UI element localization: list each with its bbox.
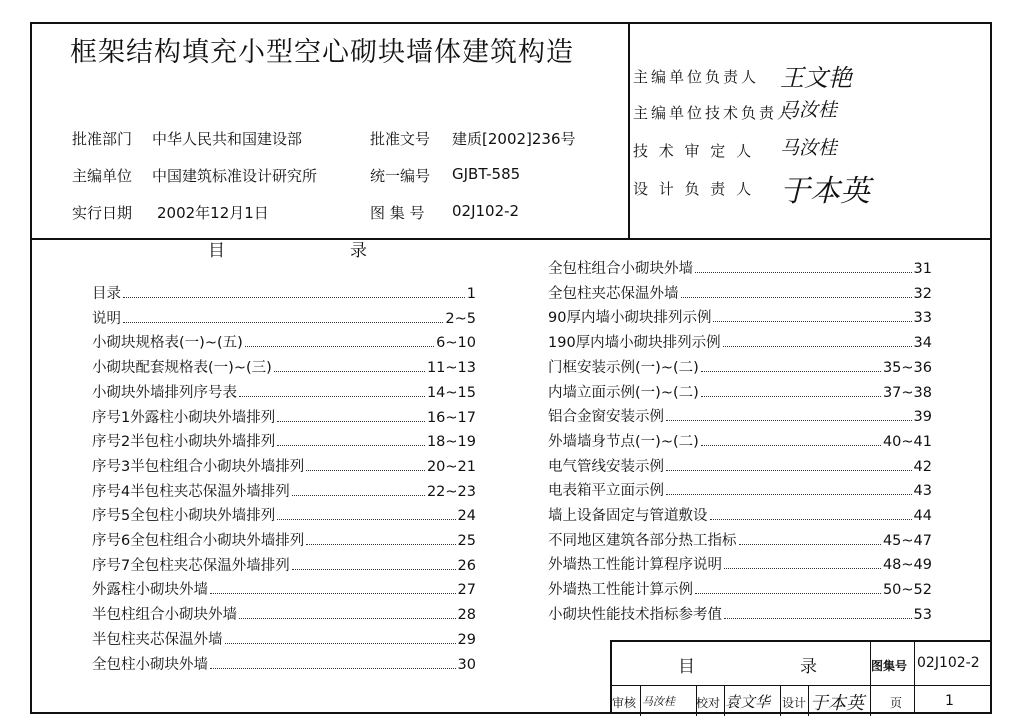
- toc-entry-page: 27: [457, 582, 476, 599]
- toc-leader-dots: [210, 593, 456, 594]
- approval-dept: 中华人民共和国建设部: [152, 130, 303, 148]
- design-label: 设计: [782, 696, 807, 710]
- effective-date-label: 实行日期: [72, 204, 133, 222]
- toc-leader-dots: [277, 519, 455, 520]
- toc-leader-dots: [225, 643, 456, 644]
- toc-entry-page: 53: [913, 606, 932, 623]
- toc-entry-left: [92, 357, 476, 379]
- title-block-atlas-label: 图集号: [871, 659, 908, 673]
- toc-heading-right: 录: [350, 241, 367, 261]
- toc-entry-right: [548, 431, 932, 453]
- designer-signature: 于本英: [810, 693, 864, 714]
- toc-leader-dots: [701, 445, 881, 446]
- toc-entry-label: 190厚内墙小砌块排列示例: [548, 335, 721, 352]
- toc-entry-label: 全包柱夹芯保温外墙: [548, 285, 679, 302]
- toc-entry-left: [92, 407, 476, 429]
- toc-entry-label: 电表箱平立面示例: [548, 483, 664, 500]
- toc-entry-page: 20~21: [426, 458, 476, 475]
- toc-leader-dots: [724, 618, 912, 619]
- toc-entry-page: 37~38: [882, 384, 932, 401]
- toc-entry-label: 外墙热工性能计算示例: [548, 582, 693, 599]
- toc-entry-label: 半包柱组合小砌块外墙: [92, 607, 237, 624]
- review-label: 审核: [612, 696, 637, 710]
- approval-no: 建质[2002]236号: [452, 130, 576, 148]
- toc-entry-page: 18~19: [426, 434, 476, 451]
- toc-heading-left: 目: [208, 241, 225, 261]
- toc-entry-right: [548, 505, 932, 527]
- signature-designer: 于本英: [780, 174, 870, 209]
- toc-entry-left: [92, 604, 476, 626]
- toc-entry-label: 序号5全包柱小砌块外墙排列: [92, 508, 276, 525]
- toc-entry-page: 2~5: [445, 310, 476, 327]
- toc-leader-dots: [666, 470, 912, 471]
- toc-leader-dots: [701, 371, 881, 372]
- toc-entry-label: 90厚内墙小砌块排列示例: [548, 310, 712, 327]
- header-divider: [32, 238, 990, 240]
- approval-dept-label: 批准部门: [72, 130, 133, 148]
- title-block-name-right: 录: [800, 657, 817, 677]
- toc-entry-left: [92, 481, 476, 503]
- effective-date: 2002年12月1日: [157, 204, 269, 222]
- signature-role-chief-unit: 主编单位负责人: [633, 68, 760, 86]
- toc-entry-label: 小砌块外墙排列序号表: [92, 384, 237, 401]
- toc-entry-page: 31: [913, 261, 932, 277]
- toc-entry-label: 序号1外露柱小砌块外墙排列: [92, 409, 276, 426]
- signature-role-reviewer: 技 术 审 定 人: [633, 142, 755, 160]
- toc-leader-dots: [277, 445, 425, 446]
- check-label: 校对: [696, 696, 721, 710]
- chief-unit-label: 主编单位: [72, 167, 133, 185]
- toc-leader-dots: [239, 618, 456, 619]
- toc-entry-right: [548, 406, 932, 428]
- title-block-atlas-no: 02J102-2: [917, 655, 980, 671]
- toc-entry-left: [92, 555, 476, 577]
- toc-entry-label: 小砌块性能技术指标参考值: [548, 606, 722, 623]
- toc-entry-page: 29: [457, 631, 476, 648]
- toc-entry-page: 26: [457, 557, 476, 574]
- toc-entry-left: [92, 579, 476, 601]
- toc-entry-page: 1: [466, 286, 476, 302]
- toc-leader-dots: [210, 668, 456, 669]
- toc-entry-right: [548, 283, 932, 305]
- signature-chief-unit: 王文艳: [780, 64, 852, 92]
- toc-entry-label: 序号7全包柱夹芯保温外墙排列: [92, 557, 290, 574]
- toc-leader-dots: [306, 470, 425, 471]
- toc-leader-dots: [239, 396, 425, 397]
- toc-entry-label: 墙上设备固定与管道敷设: [548, 508, 708, 524]
- toc-entry-page: 32: [913, 285, 932, 302]
- toc-leader-dots: [710, 519, 912, 520]
- toc-entry-right: [548, 480, 932, 502]
- unified-no: GJBT-585: [452, 165, 521, 183]
- signature-role-tech-lead: 主编单位技术负责人: [633, 104, 796, 122]
- toc-entry-page: 6~10: [436, 335, 476, 352]
- toc-entry-page: 24: [457, 508, 476, 525]
- toc-entry-label: 半包柱夹芯保温外墙: [92, 631, 223, 648]
- toc-entry-right: [548, 382, 932, 404]
- page-label: 页: [890, 696, 903, 710]
- toc-entry-label: 不同地区建筑各部分热工指标: [548, 532, 737, 549]
- toc-leader-dots: [123, 322, 443, 323]
- signature-reviewer: 马汝桂: [780, 137, 838, 159]
- toc-entry-left: [92, 431, 476, 453]
- toc-leader-dots: [701, 396, 881, 397]
- toc-entry-label: 电气管线安装示例: [548, 458, 664, 475]
- toc-entry-right: [548, 357, 932, 379]
- toc-entry-right: [548, 258, 932, 280]
- toc-entry-page: 42: [913, 458, 932, 475]
- checker-signature: 袁文华: [725, 693, 771, 711]
- toc-entry-right: [548, 307, 932, 329]
- toc-entry-label: 铝合金窗安装示例: [548, 409, 664, 426]
- toc-entry-page: 34: [913, 335, 932, 352]
- toc-entry-left: [92, 530, 476, 552]
- toc-entry-left: [92, 332, 476, 354]
- toc-entry-page: 33: [913, 310, 932, 327]
- toc-leader-dots: [245, 346, 434, 347]
- toc-entry-label: 序号6全包柱组合小砌块外墙排列: [92, 533, 305, 549]
- toc-entry-page: 44: [913, 508, 932, 524]
- title-block-name-left: 目: [678, 657, 695, 677]
- toc-entry-label: 说明: [92, 310, 121, 327]
- toc-entry-label: 门框安装示例(一)~(二): [548, 359, 699, 376]
- toc-entry-page: 25: [457, 533, 476, 549]
- toc-entry-page: 48~49: [882, 557, 932, 574]
- toc-entry-right: [548, 579, 932, 601]
- approval-no-label: 批准文号: [370, 130, 431, 148]
- toc-entry-page: 14~15: [426, 384, 476, 401]
- toc-leader-dots: [274, 371, 425, 372]
- signature-tech-lead: 马汝桂: [780, 99, 838, 121]
- toc-entry-label: 外墙墙身节点(一)~(二): [548, 433, 699, 450]
- toc-entry-page: 39: [913, 409, 932, 426]
- toc-entry-page: 11~13: [426, 360, 476, 377]
- toc-entry-right: [548, 456, 932, 478]
- toc-leader-dots: [666, 494, 912, 495]
- toc-entry-right: [548, 530, 932, 552]
- toc-entry-left: [92, 505, 476, 527]
- toc-entry-page: 40~41: [882, 433, 932, 450]
- toc-leader-dots: [277, 421, 425, 422]
- toc-entry-label: 序号2半包柱小砌块外墙排列: [92, 434, 276, 451]
- toc-entry-label: 内墙立面示例(一)~(二): [548, 384, 699, 401]
- toc-entry-label: 目录: [92, 286, 121, 302]
- chief-unit: 中国建筑标准设计研究所: [152, 167, 318, 185]
- unified-no-label: 统一编号: [370, 167, 431, 185]
- toc-entry-label: 序号3半包柱组合小砌块外墙排列: [92, 458, 305, 475]
- toc-leader-dots: [713, 321, 911, 322]
- toc-entry-right: [548, 332, 932, 354]
- signature-role-designer: 设 计 负 责 人: [633, 180, 755, 198]
- toc-entry-page: 43: [913, 483, 932, 500]
- toc-leader-dots: [292, 495, 425, 496]
- toc-entry-left: [92, 456, 476, 478]
- toc-leader-dots: [724, 568, 881, 569]
- toc-entry-left: [92, 629, 476, 651]
- toc-leader-dots: [123, 297, 465, 298]
- toc-leader-dots: [739, 544, 881, 545]
- toc-entry-page: 28: [457, 607, 476, 624]
- toc-leader-dots: [695, 593, 881, 594]
- reviewer-signature: 马汝桂: [642, 695, 675, 708]
- toc-entry-label: 外墙热工性能计算程序说明: [548, 557, 722, 574]
- toc-entry-label: 小砌块规格表(一)~(五): [92, 335, 243, 352]
- toc-entry-page: 22~23: [426, 483, 476, 500]
- signature-divider: [628, 24, 630, 238]
- toc-leader-dots: [306, 544, 455, 545]
- toc-entry-page: 45~47: [882, 532, 932, 549]
- toc-entry-right: [548, 554, 932, 576]
- document-title: 框架结构填充小型空心砌块墙体建筑构造: [70, 37, 574, 68]
- toc-entry-page: 50~52: [882, 582, 932, 599]
- toc-entry-left: [92, 283, 476, 305]
- page-number: 1: [945, 693, 954, 709]
- toc-entry-page: 30: [457, 656, 476, 673]
- toc-leader-dots: [681, 297, 912, 298]
- toc-entry-label: 序号4半包柱夹芯保温外墙排列: [92, 483, 290, 500]
- toc-leader-dots: [292, 569, 456, 570]
- toc-leader-dots: [723, 346, 912, 347]
- toc-entry-left: [92, 654, 476, 676]
- atlas-no: 02J102-2: [452, 202, 520, 220]
- toc-leader-dots: [666, 420, 912, 421]
- toc-entry-label: 全包柱组合小砌块外墙: [548, 261, 693, 277]
- toc-entry-label: 全包柱小砌块外墙: [92, 656, 208, 673]
- toc-entry-page: 16~17: [426, 409, 476, 426]
- atlas-no-label: 图 集 号: [370, 204, 425, 222]
- toc-entry-label: 小砌块配套规格表(一)~(三): [92, 360, 272, 377]
- toc-entry-left: [92, 382, 476, 404]
- toc-leader-dots: [695, 272, 912, 273]
- toc-entry-right: [548, 604, 932, 626]
- toc-entry-left: [92, 308, 476, 330]
- toc-entry-label: 外露柱小砌块外墙: [92, 582, 208, 599]
- toc-entry-page: 35~36: [882, 359, 932, 376]
